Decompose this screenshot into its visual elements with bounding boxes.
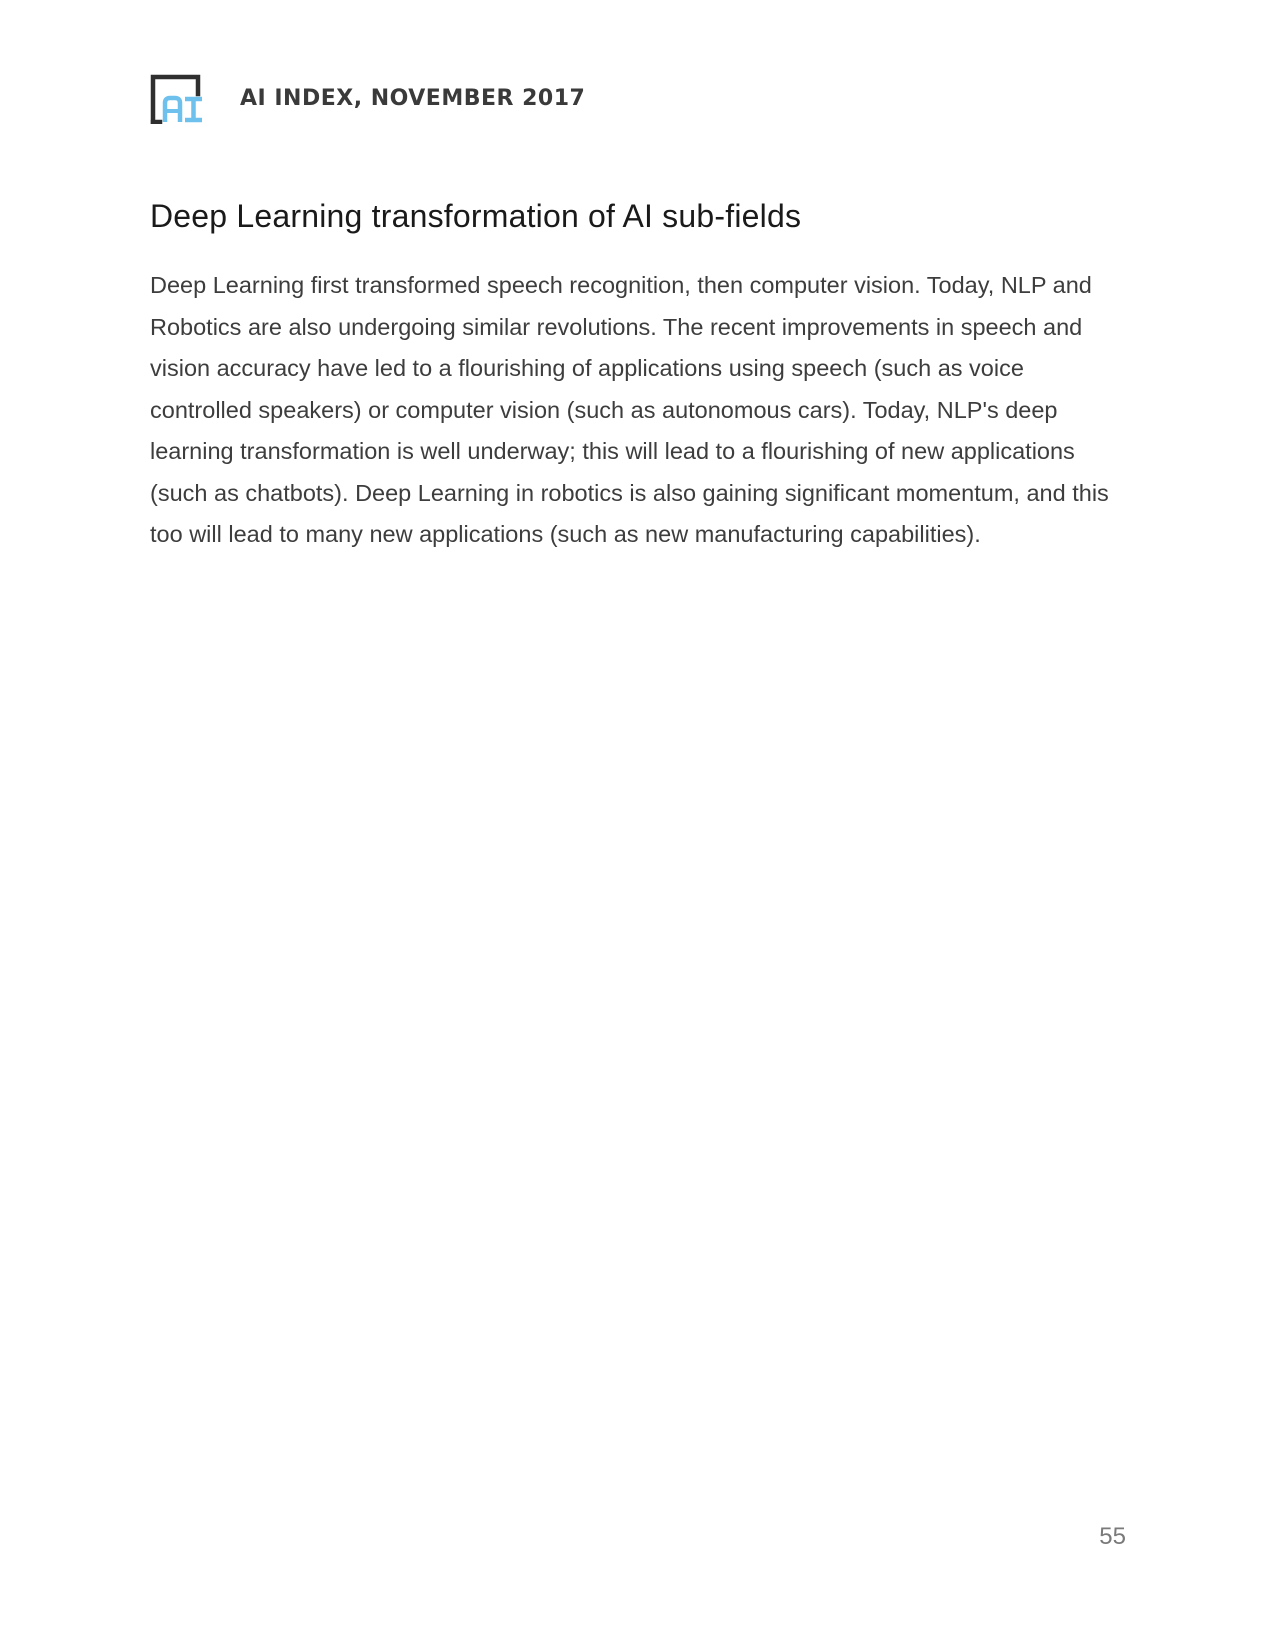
page-number: 55: [1099, 1523, 1126, 1550]
page-header: [150, 74, 585, 124]
ai-index-logo: [150, 74, 204, 124]
report-title: AI INDEX, NOVEMBER 2017: [240, 86, 586, 111]
body-paragraph: Deep Learning first transformed speech recognition, then computer vision. Today, NLP and Robotics are also undergoing similar revolutions. The recent improvements in speech and vision accuracy have led to a flourishing of applications using speech (such as voice controlled speakers) or computer vision (such as autonomous cars). Today, NLP's deep learning transformation is well underway; this will lead to a flourishing of new applications (such as chatbots). Deep Learning in robotics is also gaining significant momentum, and this too will lead to many new applications (such as new manufacturing capabilities).: [150, 272, 1109, 547]
section-heading: Deep Learning transformation of AI sub-fields: [150, 198, 802, 234]
